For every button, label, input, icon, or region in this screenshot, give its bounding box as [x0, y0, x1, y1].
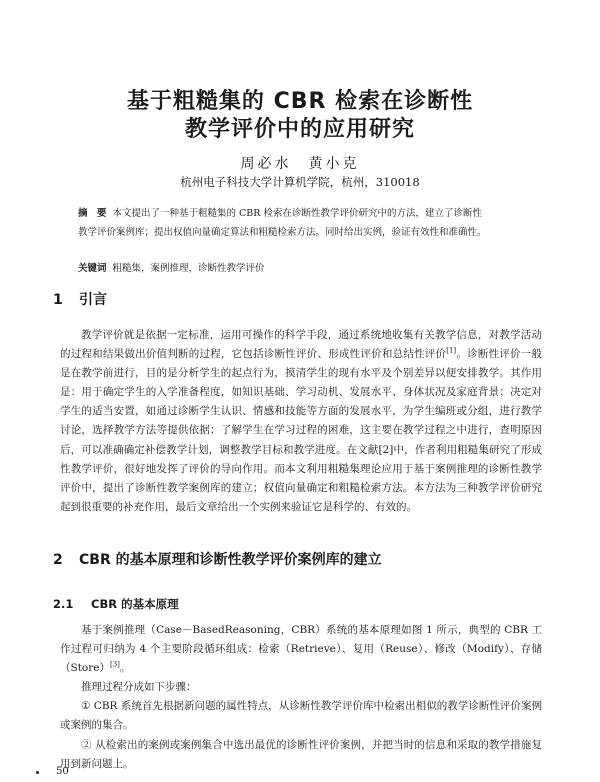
keywords [78, 259, 540, 278]
paragraph: ① CBR 系统首先根据新问题的属性特点，从诊断性教学评价库中检索出相似的教学诊断性评价案例或案例的集合。 [60, 700, 542, 732]
authors: 周必水 黄小克 [240, 156, 360, 172]
keywords-text: 粗糙集，案例推理，诊断性教学评价 [112, 263, 265, 274]
abstract-line-2: 教学评价案例库；提出权值向量确定算法和粗糙检索方法。同时给出实例，验证有效性和准确性。 [78, 227, 487, 238]
page-number: 50 [56, 766, 69, 777]
section-2-1-heading: 2.1 CBR 的基本原理 [53, 597, 179, 611]
abstract-line-1: 摘 要 本文提出了一种基于粗糙集的 CBR 检索在诊断性教学评价研究中的方法，建立了诊断性 [78, 208, 482, 219]
paragraph: ② 从检索出的案例或案例集合中选出最优的诊断性评价案例，并把当时的信息和采取的教学措施复用到新问题上。 [60, 738, 542, 770]
paper-title-line-1: 基于粗糙集的 CBR 检索在诊断性 [126, 89, 474, 114]
paragraph: 基于案例推理（Case－BasedReasoning，CBR）系统的基本原理如图 1 所示，典型的 CBR 工作过程可归纳为 4 个主要阶段循环组成：检索（Retrieve）、复用（Reuse）、修改（Modify）、存储（Store）[3]。 [60, 624, 542, 675]
affiliation: 杭州电子科技大学计算机学院，杭州，310018 [180, 175, 420, 189]
citation: [1] [446, 346, 457, 355]
abstract [78, 204, 540, 242]
section-1-paragraph: 教学评价就是依据一定标准，运用可操作的科学手段，通过系统地收集有关教学信息，对教学活动的过程和结果做出价值判断的过程，它包括诊断性评价、形成性评价和总结性评价[1]。诊断性评价一般是在教学前进行，目的是分析学生的起点行为，摸清学生的现有水平及个别差异以便安排教学。其作用是：用于确定学生的入学准备程度，如知识基础、学习动机、发展水平、身体状况及家庭背景；决定对学生的适当安置，如通过诊断学生认识、情感和技能等方面的发展水平，为学生编班或分组，进行教学讨论，选择教学方法等提供依据；了解学生在学习过程的困难，这主要在教学过程之中进行，查明原因后，可以准确确定补偿教学计划，调整教学目标和教学进度。在文献[2]中，作者利用粗糙集研究了形成性教学评价，很好地发挥了评价的导向作用。而本文利用粗糙集理论应用于基于案例推理的诊断性教学评价中，提出了诊断性教学案例库的建立；权值向量确定和粗糙检索方法。本方法为三种教学评价研究起到很重要的补充作用，最后文章给出一个实例来验证它是科学的、有效的。 [60, 329, 543, 513]
abstract-label: 摘 要 [78, 208, 107, 219]
margin-mark [36, 771, 39, 774]
citation: [3] [109, 660, 120, 669]
section-1-heading: 1 引言 [53, 292, 107, 308]
section-2-1-body [60, 621, 542, 774]
keywords-label: 关键词 [78, 263, 107, 274]
section-2-heading: 2 CBR 的基本原理和诊断性教学评价案例库的建立 [53, 552, 382, 568]
paper-title-line-2: 教学评价中的应用研究 [184, 117, 415, 142]
paragraph: 推理过程分成如下步骤： [81, 681, 197, 694]
